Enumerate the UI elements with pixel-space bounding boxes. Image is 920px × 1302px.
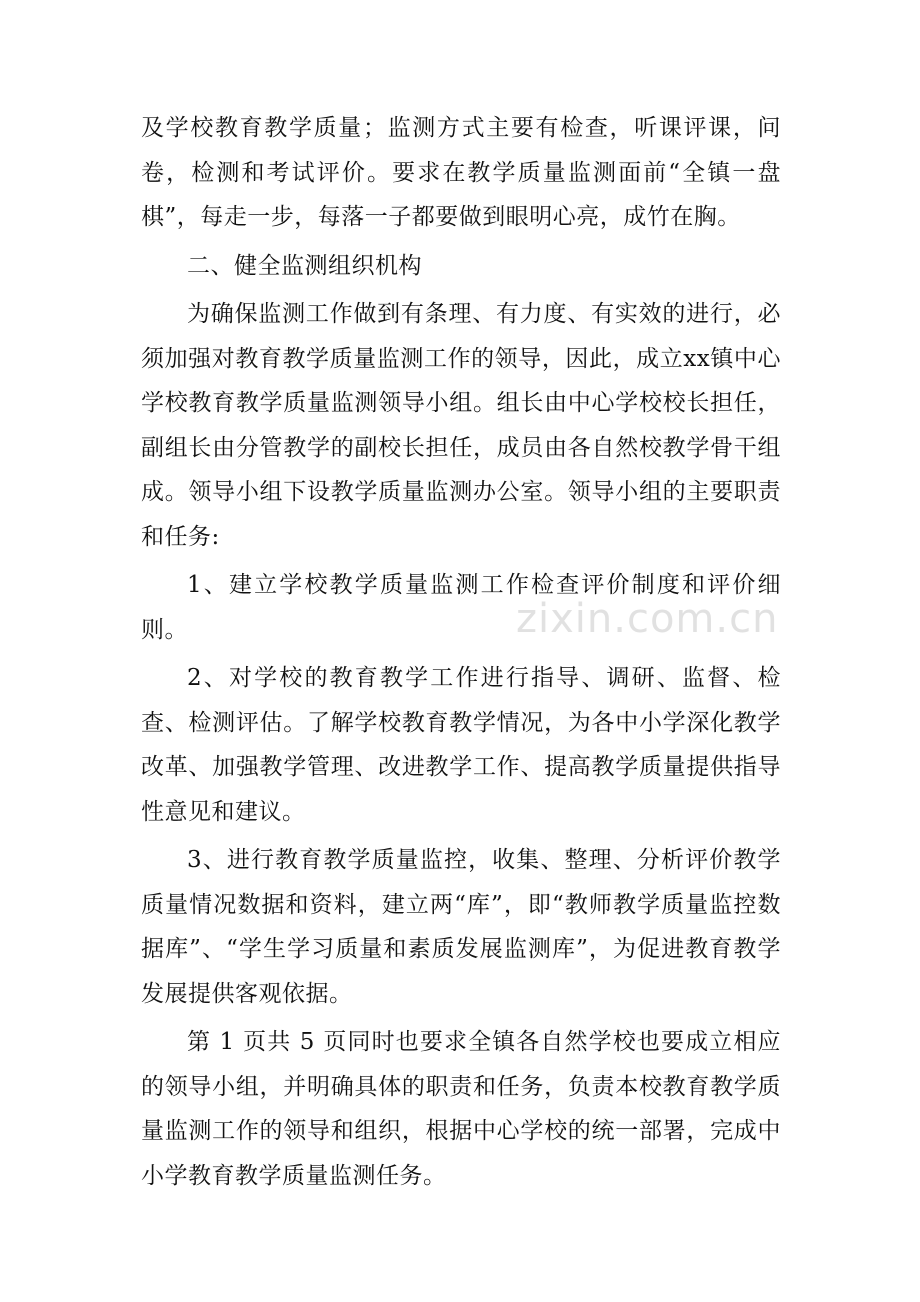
paragraph-1: 及学校教育教学质量；监测方式主要有检查，听课评课，问卷，检测和考试评价。要求在教学质量监测面前“全镇一盘棋”，每走一步，每落一子都要做到眼明心亮，成竹在胸。 bbox=[141, 115, 781, 230]
list-item-3: 3、进行教育教学质量监控，收集、整理、分析评价教学质量情况数据和资料，建立两“库”，即“教师教学质量监控数据库”、“学生学习质量和素质发展监测库”，为促进教育教学发展提供客观依据。 bbox=[141, 847, 781, 1007]
section-heading: 二、健全监测组织机构 bbox=[187, 252, 422, 279]
paragraph-3: 第 1 页共 5 页同时也要求全镇各自然学校也要成立相应的领导小组，并明确具体的职责和任务，负责本校教育教学质量监测工作的领导和组织，根据中心学校的统一部署，完成中小学教育教学质量监测任务。 bbox=[141, 1029, 781, 1189]
watermark: zixin.com.cn bbox=[516, 596, 779, 642]
document-body bbox=[141, 106, 781, 1202]
list-item-2: 2、对学校的教育教学工作进行指导、调研、监督、检查、检测评估。了解学校教育教学情况，为各中小学深化教学改革、加强教学管理、改进教学工作、提高教学质量提供指导性意见和建议。 bbox=[141, 665, 781, 825]
paragraph-2: 为确保监测工作做到有条理、有力度、有实效的进行，必须加强对教育教学质量监测工作的领导，因此，成立xx镇中心学校教育教学质量监测领导小组。组长由中心学校校长担任，副组长由分管教学的副校长担任，成员由各自然校教学骨干组成。领导小组下设教学质量监测办公室。领导小组的主要职责和任务: bbox=[141, 301, 781, 550]
list-item-1: 1、建立学校教学质量监测工作检查评价制度和评价细则。 bbox=[141, 572, 781, 643]
